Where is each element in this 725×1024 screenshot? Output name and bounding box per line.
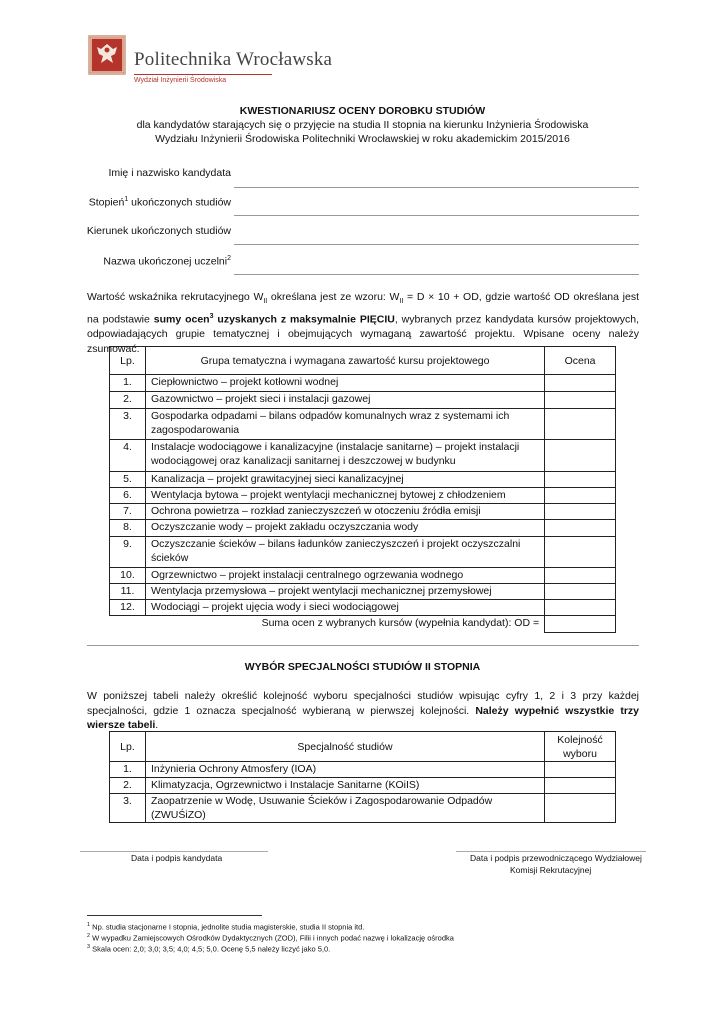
field-label-degree: Stopień$^1$ ukończonych studiów (88, 196, 231, 209)
header-order: Kolejność wyboru (545, 732, 616, 762)
table-row: 3. Gospodarka odpadami – bilans odpadów komunalnych wraz z systemami ich zagospodarowania (110, 409, 616, 440)
grade-cell[interactable] (545, 584, 616, 600)
sum-od-cell[interactable] (545, 616, 616, 633)
table-row: 11. Wentylacja przemysłowa – projekt wentylacji mechanicznej przemysłowej (110, 584, 616, 600)
order-cell[interactable] (545, 762, 616, 778)
field-input-degree[interactable] (234, 215, 639, 216)
footnote-divider (87, 915, 262, 916)
header-group: Grupa tematyczna i wymagana zawartość kursu projektowego (145, 347, 544, 375)
field-input-name[interactable] (234, 187, 639, 188)
grade-cell[interactable] (545, 537, 616, 568)
field-label-major: Kierunek ukończonych studiów (86, 225, 231, 237)
subtitle-line-2: Wydziału Inżynierii Środowiska Politechniki Wrocławskiej w roku akademickim 2015/2016 (155, 133, 570, 145)
order-cell[interactable] (545, 778, 616, 794)
grade-cell[interactable] (545, 440, 616, 472)
field-input-university[interactable] (234, 274, 639, 275)
subtitle-line-1: dla kandydatów starających się o przyjęcie na studia II stopnia na kierunku Inżynieria Środowiska (136, 119, 589, 131)
section2-title: WYBÓR SPECJALNOŚCI STUDIÓW II STOPNIA (244, 661, 481, 673)
grade-cell[interactable] (545, 504, 616, 520)
intro-paragraph: Wartość wskaźnika rekrutacyjnego $W_{II}$ określana jest ze wzoru: $W_{II} = D \times 10$ + OD, gdzie wartość OD określana jest na podstawie sumy ocen$^3$ uzyskanych z maksymalnie PIĘCIU, wybranych przez kandydata kursów projektowych, odpowiadających grupie tematycznej i obejmujących wymaganą zawartość projektu. Wpisane oceny należy zsumować. (87, 291, 640, 355)
grade-cell[interactable] (545, 375, 616, 392)
table-row: 2. Gazownictwo – projekt sieci i instalacji gazowej (110, 392, 616, 409)
table-row: 1. Ciepłownictwo – projekt kotłowni wodnej (110, 375, 616, 392)
courses-table (109, 346, 616, 633)
sum-row (110, 616, 616, 633)
candidate-signature-label: Data i podpis kandydata (131, 853, 223, 863)
committee-signature-label-2: Komisji Rekrutacyjnej (510, 865, 592, 875)
table-row: 8. Oczyszczanie wody – projekt zakładu oczyszczania wody (110, 520, 616, 537)
footnote-1: $^1$ Np. studia stacjonarne I stopnia, jednolite studia magisterskie, studia II stopnia itd. (87, 922, 365, 932)
document-title: KWESTIONARIUSZ OCENY DOROBKU STUDIÓW (239, 105, 486, 117)
table-row: 9. Oczyszczanie ścieków – bilans ładunków zanieczyszczeń i projekt oczyszczalni ścieków (110, 537, 616, 568)
field-label-name: Imię i nazwisko kandydata (108, 167, 231, 179)
table-row: 6. Wentylacja bytowa – projekt wentylacji mechanicznej bytowej z chłodzeniem (110, 488, 616, 504)
candidate-signature-line[interactable] (80, 851, 268, 852)
grade-cell[interactable] (545, 488, 616, 504)
table-row: 2. Klimatyzacja, Ogrzewnictwo i Instalacje Sanitarne (KOiIS) (110, 778, 616, 794)
grade-cell[interactable] (545, 409, 616, 440)
sum-label: Suma ocen z wybranych kursów (wypełnia kandydat): OD = (110, 616, 545, 633)
table-row: 4. Instalacje wodociągowe i kanalizacyjne (instalacje sanitarne) – projekt instalacji wodociągowej oraz kanalizacji sanitarnej i deszczowej w budynku (110, 440, 616, 472)
header-lp: Lp. (110, 347, 146, 375)
field-label-university: Nazwa ukończonej uczelni$^2$ (103, 255, 231, 268)
section-separator (87, 645, 639, 646)
committee-signature-line[interactable] (456, 851, 646, 852)
grade-cell[interactable] (545, 568, 616, 584)
specialization-table (109, 731, 616, 823)
grade-cell[interactable] (545, 600, 616, 616)
table-row: 5. Kanalizacja – projekt grawitacyjnej sieci kanalizacyjnej (110, 472, 616, 488)
header-lp: Lp. (110, 732, 146, 762)
spec-table-header (110, 732, 616, 762)
university-name: Politechnika Wrocławska (134, 49, 333, 70)
logo-divider (134, 74, 272, 75)
courses-table-header (110, 347, 616, 375)
order-cell[interactable] (545, 794, 616, 823)
section2-paragraph: W poniższej tabeli należy określić kolejność wyboru specjalności studiów wpisując cyfry 1, 2 i 3 przy każdej specjalności, gdzie 1 oznacza specjalność wybieraną w pierwszej kolejności. Należy wypełnić wszystkie trzy wiersze tabeli. (87, 690, 639, 732)
committee-signature-label-1: Data i podpis przewodniczącego Wydziałowej (470, 853, 642, 863)
footnote-3: $^3$ Skala ocen: 2,0; 3,0; 3,5; 4,0; 4,5; 5,0. Ocenę 5,5 należy liczyć jako 5,0. (87, 944, 331, 954)
table-row: 3. Zaopatrzenie w Wodę, Usuwanie Ścieków i Zagospodarowanie Odpadów (ZWUŚiZO) (110, 794, 616, 823)
faculty-name: Wydział Inżynierii Środowiska (134, 77, 227, 84)
grade-cell[interactable] (545, 392, 616, 409)
header-grade: Ocena (545, 347, 616, 375)
table-row: 1. Inżynieria Ochrony Atmosfery (IOA) (110, 762, 616, 778)
grade-cell[interactable] (545, 520, 616, 537)
field-input-major[interactable] (234, 244, 639, 245)
footnote-2: $^2$ W wypadku Zamiejscowych Ośrodków Dydaktycznych (ZOD), Filii i innych podać nazwę i lokalizację ośrodka (87, 933, 454, 943)
table-row: 10. Ogrzewnictwo – projekt instalacji centralnego ogrzewania wodnego (110, 568, 616, 584)
table-row: 7. Ochrona powietrza – rozkład zanieczyszczeń w otoczeniu źródła emisji (110, 504, 616, 520)
header-specialization: Specjalność studiów (145, 732, 544, 762)
university-crest-logo (88, 35, 126, 75)
grade-cell[interactable] (545, 472, 616, 488)
table-row: 12. Wodociągi – projekt ujęcia wody i sieci wodociągowej (110, 600, 616, 616)
